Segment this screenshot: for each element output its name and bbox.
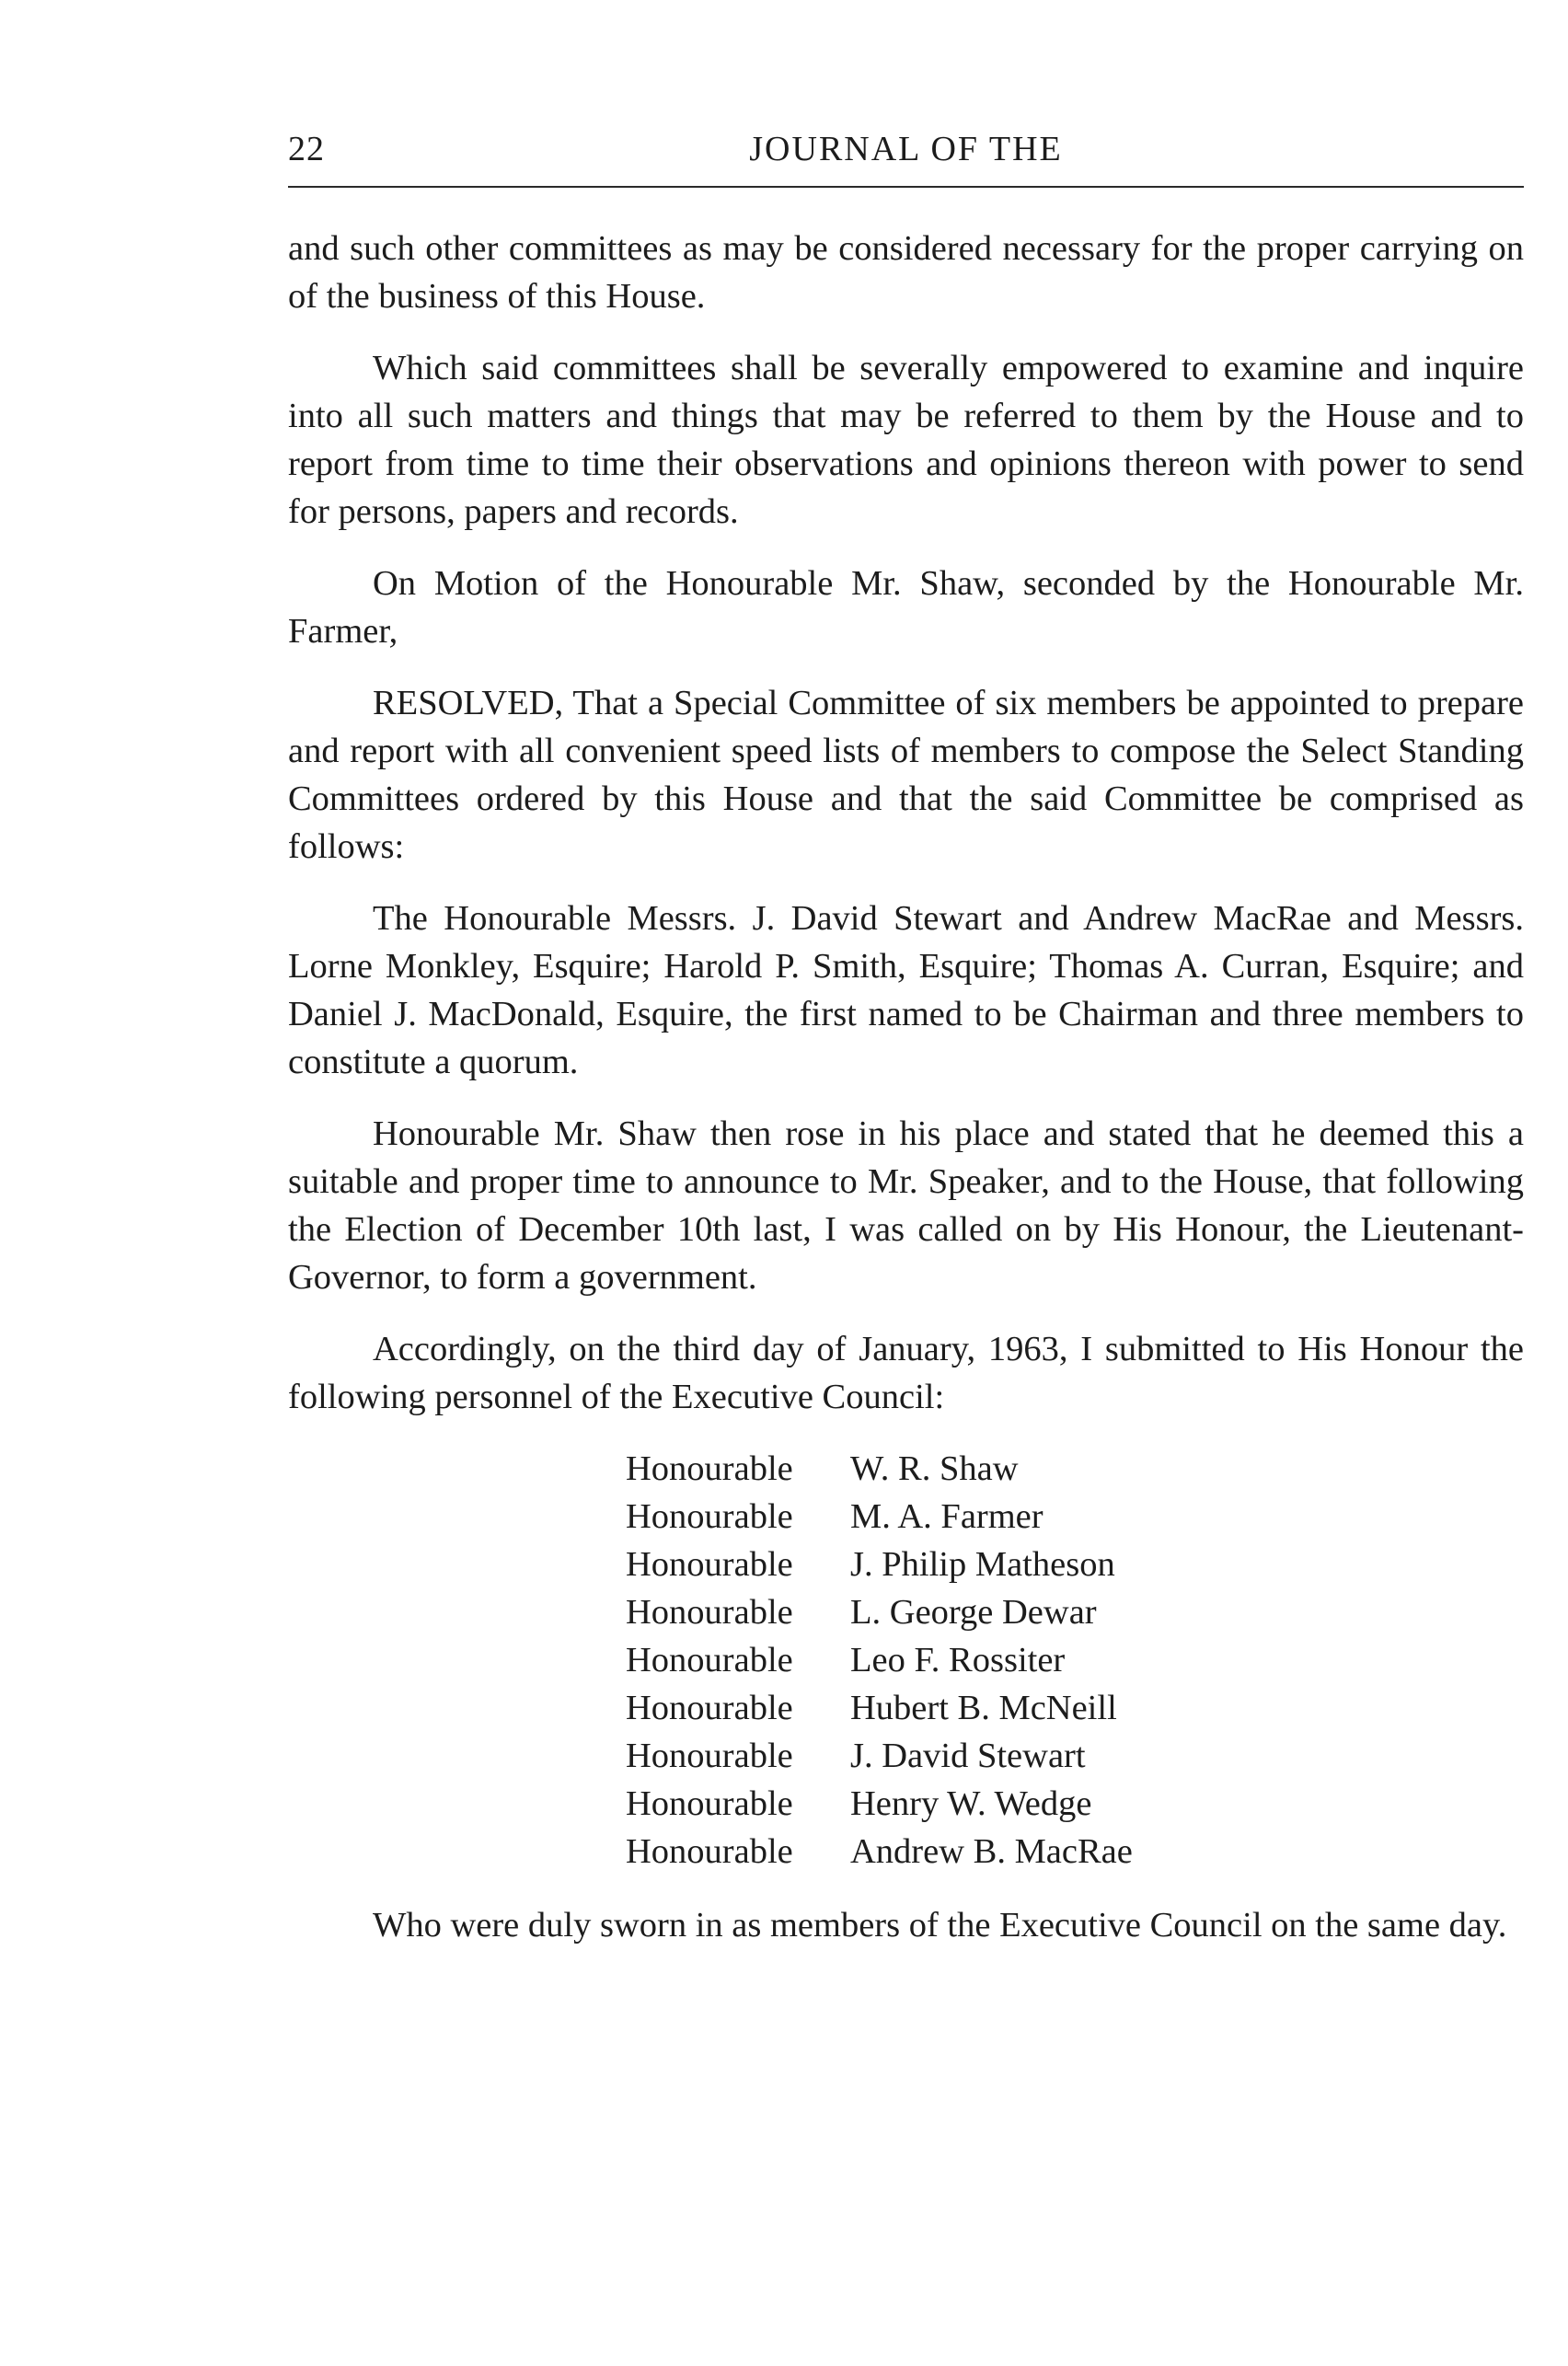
list-item [626,1684,1524,1732]
list-item [626,1780,1524,1828]
page-number: 22 [288,130,325,168]
paragraph-motion: On Motion of the Honourable Mr. Shaw, seconded by the Honourable Mr. Farmer, [288,564,1524,651]
member-name: Hubert B. McNeill [850,1689,1117,1727]
member-title: Honourable [626,1689,793,1727]
header-rule [288,186,1524,188]
list-item [626,1588,1524,1636]
member-title: Honourable [626,1737,793,1775]
member-name: Andrew B. MacRae [850,1832,1133,1871]
member-name: L. George Dewar [850,1593,1097,1632]
page-body [288,129,1524,1973]
list-item [626,1828,1524,1875]
list-item [626,1445,1524,1493]
member-name: Leo F. Rossiter [850,1641,1066,1679]
paragraph-committees-continued: and such other committees as may be considered necessary for the proper carrying on of the business of this House. [288,229,1524,316]
paragraph-announcement: Honourable Mr. Shaw then rose in his place and stated that he deemed this a suitable and proper time to announce to Mr. Speaker, and to the House, that following the Election of December 10th last, I was called on by His Honour, the Lieutenant-Governor, to form a government. [288,1114,1524,1297]
list-item [626,1541,1524,1588]
executive-council-list [626,1445,1524,1875]
member-title: Honourable [626,1641,793,1679]
list-item [626,1636,1524,1684]
list-item [626,1732,1524,1780]
paragraph-sworn-in: Who were duly sworn in as members of the Executive Council on the same day. [373,1906,1507,1945]
member-name: J. David Stewart [850,1737,1086,1775]
paragraph-committee-powers: Which said committees shall be severally empowered to examine and inquire into all such matters and things that may be referred to them by the House and to report from time to time their observations and opinions thereon with power to send for persons, papers and records. [288,349,1524,531]
running-head: JOURNAL OF THE [749,130,1063,168]
member-title: Honourable [626,1593,793,1632]
member-name: W. R. Shaw [850,1449,1019,1488]
member-title: Honourable [626,1784,793,1823]
paragraph-resolution: RESOLVED, That a Special Committee of six members be appointed to prepare and report with all convenient speed lists of members to compose the Select Standing Committees ordered by this House and that the said Committee be comprised as follows: [288,684,1524,866]
member-title: Honourable [626,1545,793,1584]
member-name: J. Philip Matheson [850,1545,1115,1584]
page-header [288,129,1524,186]
member-name: M. A. Farmer [850,1497,1043,1536]
member-title: Honourable [626,1832,793,1871]
paragraph-submission: Accordingly, on the third day of January, 1963, I submitted to His Honour the following personnel of the Executive Council: [288,1330,1524,1416]
member-title: Honourable [626,1497,793,1536]
paragraph-committee-members: The Honourable Messrs. J. David Stewart and Andrew MacRae and Messrs. Lorne Monkley, Esquire; Harold P. Smith, Esquire; Thomas A. Curran, Esquire; and Daniel J. MacDonald, Esquire, the first named to be Chairman and three members to constitute a quorum. [288,899,1524,1081]
member-title: Honourable [626,1449,793,1488]
list-item [626,1493,1524,1541]
member-name: Henry W. Wedge [850,1784,1092,1823]
